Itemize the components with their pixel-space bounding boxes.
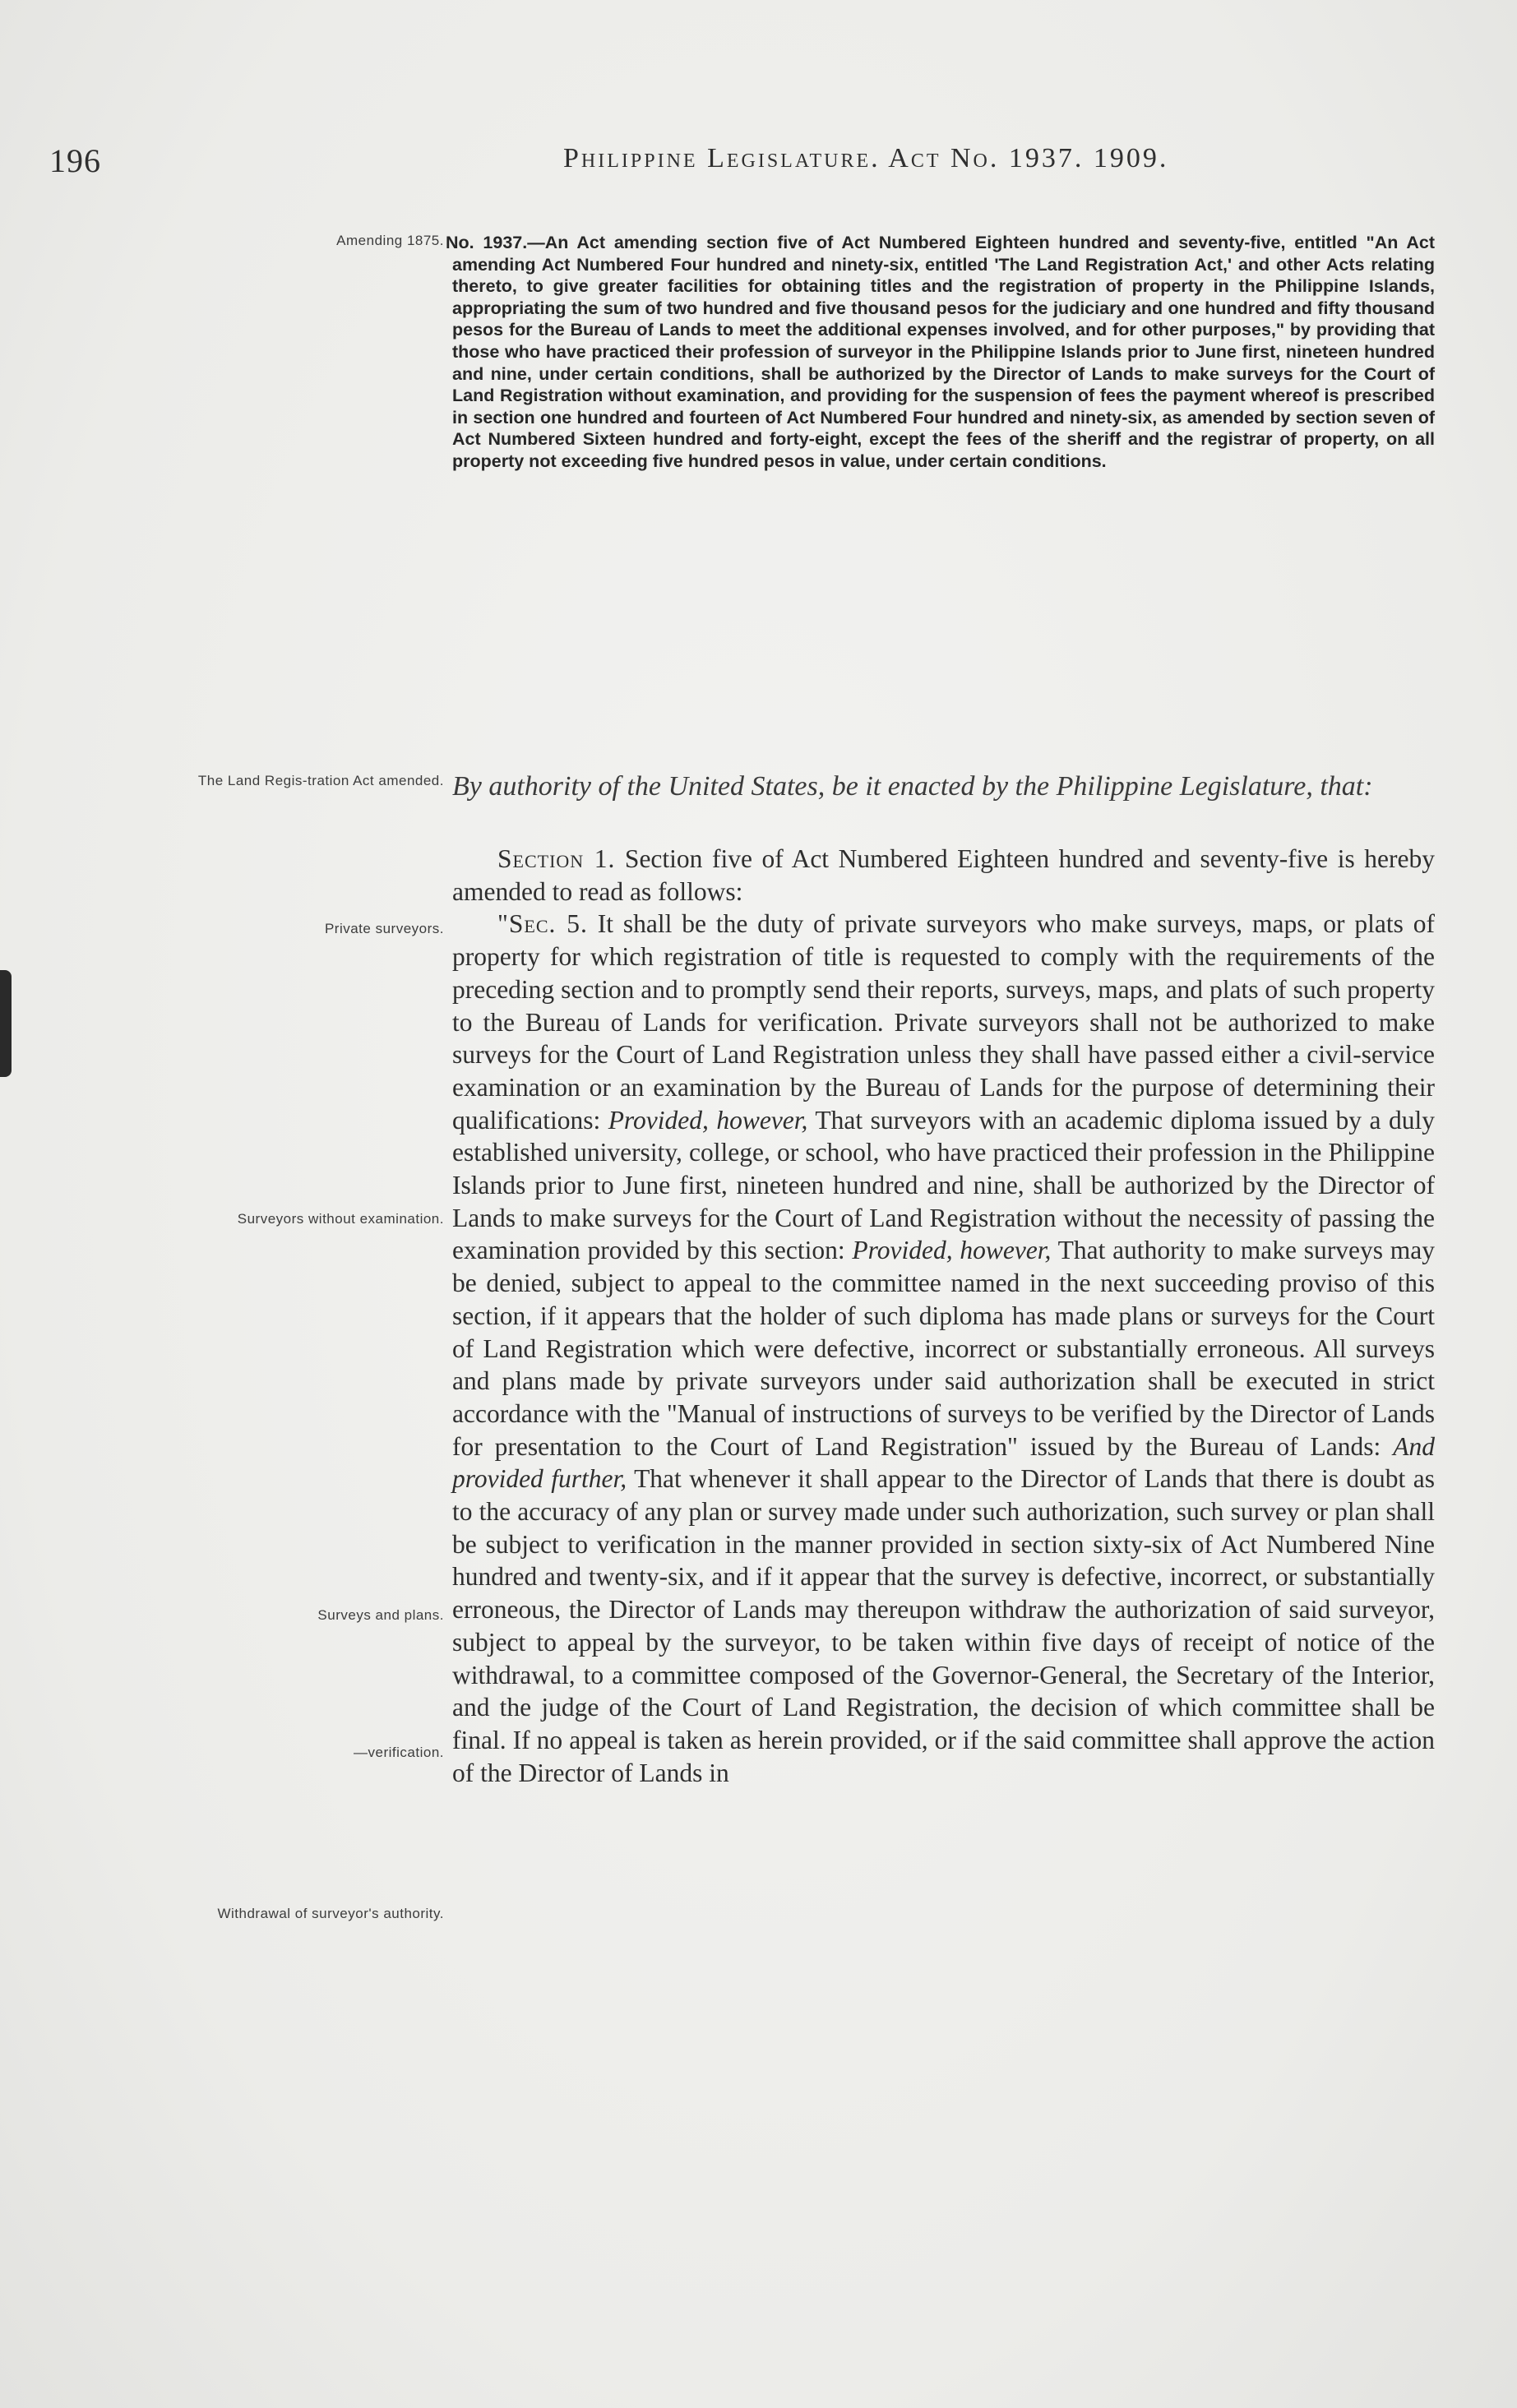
sec-5-text-part4: That whenever it shall appear to the Director of Lands that there is doubt as to the accuracy of any plan or survey made under such authorization, such survey or plan shall be subject to verification in the manner provided in section sixty-six of Act Numbered Nine hundred and twenty-six, and if it appear that the survey is defective, incorrect, or substantially erroneous, the Director of Lands may thereupon withdraw the authorization of said surveyor, subject to appeal by the surveyor, to be taken within five days of receipt of notice of the withdrawal, to a committee composed of the Governor-General, the Secretary of the Interior, and the judge of the Court of Land Registration, the decision of which committee shall be final. If no appeal is taken as herein provided, or if the said committee shall approve the action of the Director of Lands in	[452, 1464, 1435, 1787]
act-body	[452, 843, 1435, 1789]
page-number: 196	[49, 142, 101, 179]
sec-5-paragraph	[452, 908, 1435, 1789]
margin-note-withdrawal: Withdrawal of surveyor's authority.	[217, 1906, 444, 1921]
page-edge-shadow	[0, 970, 12, 1077]
proviso-1: Provided, however,	[608, 1105, 808, 1135]
section-1-text: Section five of Act Numbered Eighteen hundred and seventy-five is hereby amended to read as follows:	[452, 844, 1435, 906]
sec-5-label: "Sec. 5.	[497, 909, 588, 939]
margin-note-verification: —verification.	[354, 1745, 444, 1760]
margin-note-land-registration: The Land Regis-tration Act amended.	[197, 773, 444, 788]
bill-summary	[446, 232, 1435, 473]
running-head: Philippine Legislature. Act No. 1937. 1909.	[563, 143, 1169, 173]
enacting-clause: By authority of the United States, be it enacted by the Philippine Legislature, that:	[452, 771, 1373, 802]
section-1-label: Section 1.	[497, 844, 616, 873]
sec-5-text-part2: That surveyors with an academic diploma issued by a duly established university, college, or school, who have practiced their profession in the Philippine Islands prior to June first, nineteen hundred and nine, shall be authorized by the Director of Lands to make surveys for the Court of Land Registration without the necessity of passing the examination provided by this section:	[452, 1105, 1435, 1265]
margin-note-amending: Amending 1875.	[336, 233, 444, 248]
margin-note-surveyors-without-examination: Surveyors without examination.	[237, 1211, 444, 1227]
bill-summary-text: —An Act amending section five of Act Numbered Eighteen hundred and seventy-five, entitled "An Act amending Act Numbered Four hundred and ninety-six, entitled 'The Land Registration Act,' and other Acts relating thereto, to give greater facilities for obtaining titles and the registration of property in the Philippine Islands, appropriating the sum of two hundred and five thousand pesos for the judiciary and one hundred and fifty thousand pesos for the Bureau of Lands to meet the additional expenses involved, and for other purposes," by providing that those who have practiced their profession of surveyor in the Philippine Islands prior to June first, nineteen hundred and nine, under certain conditions, shall be authorized by the Director of Lands to make surveys for the Court of Land Registration without examination, and providing for the suspension of fees the payment whereof is prescribed in section one hundred and fourteen of Act Numbered Four hundred and ninety-six, as amended by section seven of Act Numbered Sixteen hundred and forty-eight, except the fees of the sheriff and the registrar of property, on all property not exceeding five hundred pesos in value, under certain conditions.	[452, 233, 1435, 471]
proviso-2: Provided, however,	[852, 1236, 1052, 1265]
proviso-3: And provided further,	[452, 1431, 1436, 1494]
margin-note-surveys-and-plans: Surveys and plans.	[317, 1607, 444, 1623]
section-1-paragraph	[452, 843, 1435, 908]
sec-5-text-part1: It shall be the duty of private surveyors who make surveys, maps, or plats of property for which registration of title is requested to comply with the requirements of the preceding section and to promptly send their reports, surveys, maps, and plats of such property to the Bureau of Lands for verification. Private surveyors shall not be authorized to make surveys for the Court of Land Registration unless they shall have passed either a civil-service examination or an examination by the Bureau of Lands for the purpose of determining their qualifications:	[452, 909, 1435, 1135]
page-header	[49, 141, 1414, 183]
bill-number: No. 1937.	[446, 233, 528, 252]
margin-note-private-surveyors: Private surveyors.	[324, 921, 444, 936]
sec-5-text-part3: That authority to make surveys may be denied, subject to appeal to the committee named in the next succeeding proviso of this section, if it appears that the holder of such diploma has made plans or surveys for the Court of Land Registration which were defective, incorrect or substantially erroneous. All surveys and plans made by private surveyors under said authorization shall be executed in strict accordance with the "Manual of instructions of surveys to be verified by the Director of Lands for presentation to the Court of Land Registration" issued by the Bureau of Lands:	[452, 1236, 1435, 1461]
